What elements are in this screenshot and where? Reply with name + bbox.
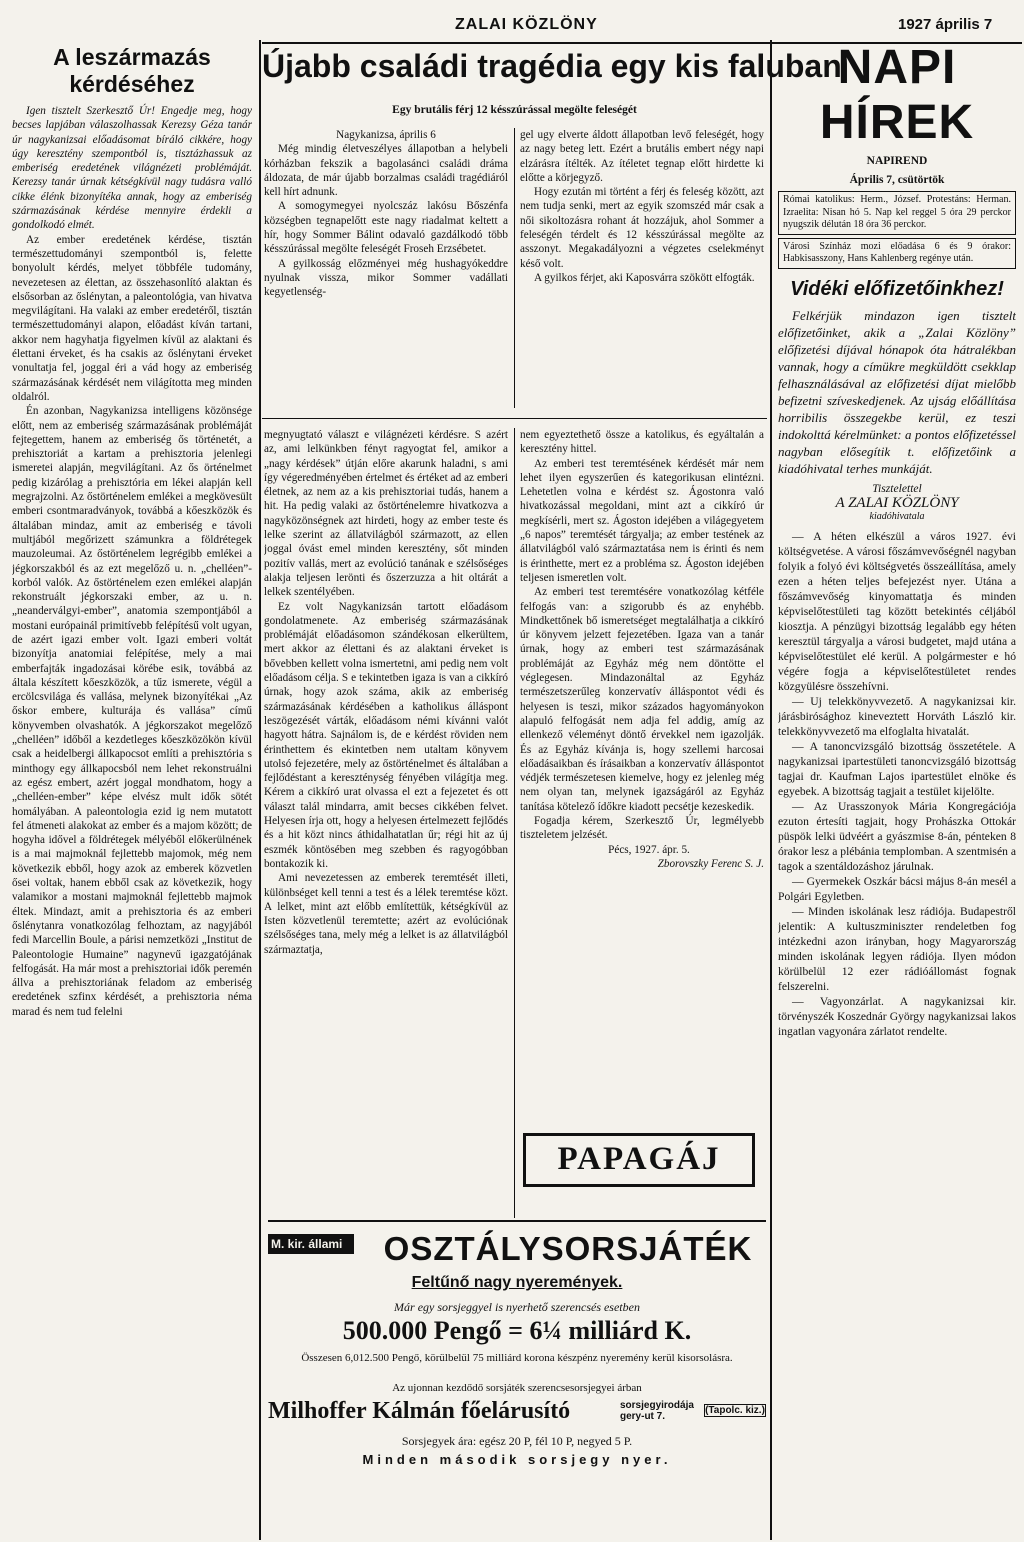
news-item: — Az Urasszonyok Mária Kongregációja ezuton értesíti tagjait, hogy Prohászka Ottokár püspök lelki üdvéért a gyászmise 8-án, pénteken 8 órakor lesz a plébánia templomban. A szentmisén a tagok a szentáldozáshoz járulnak. bbox=[778, 800, 1016, 873]
paragraph: A gyilkosság előzményei még hushagyókeddre nyulnak vissza, mikor Sommer vadállati kegyetlenség- bbox=[264, 257, 508, 299]
article-continued-col-1 bbox=[264, 428, 508, 1213]
calendar-label: NAPIREND bbox=[866, 155, 928, 167]
place-date: Pécs, 1927. ápr. 5. bbox=[608, 843, 690, 856]
ad-firm-tag: (Tapolc. kiz.) bbox=[705, 1405, 765, 1416]
logo-text: PAPAGÁJ bbox=[557, 1141, 721, 1177]
calendar-date: Április 7, csütörtök bbox=[849, 174, 945, 186]
section-rule bbox=[262, 418, 767, 419]
ad-footer: Minden második sorsjegy nyer. bbox=[362, 1452, 672, 1467]
appeal-regards: Tisztelettel bbox=[872, 481, 922, 495]
column-divider bbox=[259, 40, 261, 1540]
ad-firm-side: sorsjegyirodája gery-ut 7. bbox=[620, 1400, 694, 1422]
ad-firm: Milhoffer Kálmán főelárusító bbox=[268, 1398, 571, 1424]
issue-date: 1927 április 7 bbox=[898, 16, 993, 33]
dateline: Nagykanizsa, április 6 bbox=[336, 129, 436, 141]
paragraph: Ez volt Nagykanizsán tartott előadásom gondolatmenete. Az emberiség származásának problémáját előadásomon szándékosan elkerültem, mert akkor az élettani és az alaktani érveket is bővebben kellett volna ismertetni, ami pedig nem volt előadásom célja. S e tekintetben igaza is van a cikkíró úrnak, hogy azok száma, akik az emberiség származásának kérdésében a katholikus álláspont leszögezését várták, előadásom némi kívánni valót hagyott hátra. Sajnálom is, de e kérdést röviden nem érinthettem és ekintetben nem utaltam könyvem utolsó fejezetére, mely az őstörténelmet és általában a fejlődéstant a kereszténység fényében világítja meg. Kérem a cikkíró urat olvassa el ezt a fejezetet és ott választ talál mindarra, amit becses cikkében felvet. Helyesen írja ott, hogy a helyesen értelmezett fejlődés és a hit közt nincs áthidalhatatlan űr; régi hit az új eszmék köntösében meg szebben és ragyogóbban bontakozik ki. bbox=[264, 600, 508, 870]
ad-prices: Sorsjegyek ára: egész 20 P, fél 10 P, negyed 5 P. bbox=[401, 1434, 633, 1448]
paragraph: Fogadja kérem, Szerkesztő Úr, legmélyebb tiszteletem jelzését. bbox=[520, 815, 764, 842]
calendar-box: Római katolikus: Herm., József. Protestáns: Herman. Izraelita: Nisan hó 5. Nap kel reggel 5 óra 29 perckor nyugszik délután 18 óra 36 perckor. bbox=[778, 191, 1016, 235]
article-continued-col-2 bbox=[520, 428, 764, 1118]
paragraph: nem egyeztethető össze a katolikus, és egyáltalán a keresztény hittel. bbox=[520, 429, 764, 456]
ad-tag: M. kir. állami bbox=[268, 1234, 354, 1254]
news-item: — Uj telekkönyvvezető. A nagykanizsai kir. járásbirósághoz kineveztett Horváth László kir. telekkönyvvezető ma elfoglalta hivatalát. bbox=[778, 695, 1016, 738]
story-col-2 bbox=[520, 128, 764, 413]
ad-title: OSZTÁLYSORSJÁTÉK bbox=[383, 1230, 753, 1267]
paragraph: Még mindig életveszélyes állapotban a helybeli kórházban fekszik a bagolasánci családi dráma áldozata, de már újabb borzalmas családi tragédiáról kell hírt adnunk. bbox=[264, 143, 508, 199]
news-item: — A tanoncvizsgáló bizottság összetétele. A nagykanizsai ipartestületi tanoncvizsgáló bizottság tagjai dr. Kaufman Lajos ipartestület elnöke és egyebek. A bizottság tagjait a testület kijelölte. bbox=[778, 740, 1016, 798]
paragraph: Az emberi test teremtésére vonatkozólag kétféle felfogás van: a szigorubb és az enyhébb. Mindkettőnek bő ismeretséget megtalálhatja a cikkíró úr könyvem jelzett fejezetében. Igaza van a tanár úrnak, hogy az emberi test származásának problémáját az Egyház még nem döntötte el véglegesen. Mindazonáltal az Egyház természetszerűleg konzervatív álláspontot védi és helyesen is teszi, mikor százados hagyományokon alapuló felfogását nem adja fel addig, amíg az ellenkező véleményt döntő érvekkel nem igazolják. És az Egyház kívánja is, hogy szellemi harcosai előadásaikban és írásaikban a konzervatív álláspontot védjék természetesen kiemelve, hogy ez jelenleg még nem olyan tan, melynek igazságáról az Egyház tanítása kötelező ídőkre kiadott pecsétje kezeskedik. bbox=[520, 586, 764, 813]
papagaj-logo bbox=[523, 1133, 755, 1187]
news-column bbox=[778, 40, 1016, 1535]
paragraph: Igen tisztelt Szerkesztő Úr! Engedje meg, hogy becses lapjában válaszolhassak Kerezsy Géza tanár úr nagykanizsai előadásomat bíráló cikkére, hogy úgy keresztény szempontból is, tisztázhassuk az emberiség eredetének világnézeti problémáját. Kerezsy tanár úrnak kétségkívül nagy tudásra valló cikke élénk bizonyítéka annak, hogy az emberiség származásának kérdése mennyire érdekli a gondolkodó elmét. bbox=[12, 105, 252, 232]
news-item: — Minden iskolának lesz rádiója. Budapestről jelentik: A kultuszminiszter rendeletben fog intézkedni azon irányban, hogy Magyarország minden iskolának legyen rádiója. Ilyen módon körülbelül 12 ezer rádióállomást fognak felszerelni. bbox=[778, 905, 1016, 993]
paragraph: Én azonban, Nagykanizsa intelligens közönsége előtt, nem az emberiség származásának problémáját fejtegettem, hanem az emberiség ős történetét, a prehisztoriát a kartam a prehisztoria jelenlegi ismeretei alapján, megvilágítani. Az ős örténelmet pedig kizárólag a prehisztória em lékei alapján kell megrajzolni. Az őstörténelem emlékei a megkövesült emberi csontmaradványok, továbbá a kőeszközök és általában mindaz, amit az emberiség e távoli multjából megőrizett számunkra a földrétegek mauzoleumai. Az őstörténelem legrégibb emlékei a jégkorszakból és az ezt megelőző u. n. „chelléen”-korból valók. Az őstörténelem ezen emlékei alapján rekonstruált jégkorszaki ember, az u. n. „neanderválgyi-ember”, anatomia szempontjából a mostani európainál primitívebb felépítésű volt ugyan, de azért igazi ember volt. Igazi emberi voltát bizonyítja anatomiai felépítése, mely a mai emberfajták ingadozásai körébe esik, továbbá az általa készített kőeszközök, a tűz ismerete, végül a ercölcsvilága és vallása, melynek bizonyítékai „Az őskor embere, kulturája és vallása” című könyvemben olvashatók. A jégkorszakot megelőző „chelléen” időből a kezdetleges kőeszközökön kívül csak a heidelbergi állkapocsot említi a prehisztória s minthogy egy állkapocsból nem lehet rekonstruálni az egész embert, azért joggal mondhatom, hogy a „chelléen-ember” képe elvész mult idők sötét homályában. A paleontologia ezid ig nem mutatott fel átmeneti alakokat az ember és a majom között; de hogyha idővel a földrétegek mélyéből előkerülnének is a mai majmoknál fejlettebb majomok, még nem következik ebből, hogy azok az emberek közvetlen ősei voltak, hanem ebből csak az következik, hogy valamikor a mostani majmoknál fejlettebb majmok éltek. Mindazt, amit a prehisztoria és az emberi őslénytanra vonatkozólag felhoztam, az nagyjából fedi Marcellin Boule, a párisi nemzetközi „Institut de Paleontologie Humaine” nagynevű igazgatójának felfogását. Ha már most a prehisztoriai idők peremén állva a prehisztoriának feladom az emberiség eredetének szfinx kérdését, a prehisztoria néma marad és nem tud felelni bbox=[12, 405, 252, 1018]
lottery-advertisement bbox=[268, 1220, 766, 1542]
page-header bbox=[0, 8, 1024, 38]
news-item: — A héten elkészül a város 1927. évi költségvetése. A városi főszámvevőségnél nagyban folyik a folyó évi költségvetés összeállítása, amely ezen a héten teljes befejezést nyer. Utána a főszámvevőség kinyomattatja és minden képviselőtestületi tag között betekintés céljából kiosztja. A pénzügyi bizottság legalább egy héten keresztül tárgyalja a városi budgetet, majd utána a képviselőtestület elé kerül. A polgármester e hó végére fogja a képviselőtestületet rendes közgyülésre összehívni. bbox=[778, 530, 1016, 693]
ad-amount: 500.000 Pengő = 6¼ milliárd K. bbox=[342, 1316, 692, 1345]
signature: Zborovszky Ferenc S. J. bbox=[657, 857, 764, 870]
appeal-sig-2: kiadóhivatala bbox=[869, 510, 925, 522]
column-divider bbox=[514, 128, 515, 408]
column-divider bbox=[770, 40, 772, 1540]
ad-banner: Feltűnő nagy nyeremények. bbox=[411, 1274, 623, 1291]
column-divider bbox=[514, 428, 515, 1218]
article-left-title: A leszármazás kérdéséhez bbox=[53, 44, 211, 97]
ad-line: Már egy sorsjeggyel is nyerhető szerencsés esetben bbox=[394, 1300, 640, 1314]
paragraph: A somogymegyei nyolcszáz lakósu Bőszénfa községben tegnapelőtt este nagy riadalmat keltett a hír, hogy Sommer Bálint odavaló gazdálkodó több késszúrással megölte feleségét Froseh Erzsébetet. bbox=[264, 200, 508, 256]
paragraph: Az emberi test teremtésének kérdését már nem lehet ilyen egyszerűen és kategorikusan elintézni. Lehetetlen volna e kérdést sz. Ágostonra való hivatkozással megoldani, mint azt a cikkíró úr megkísérli, mert sz. Ágoston idejében a világegyetem „6 napos” teremtését tárgyalja; az ember testének az állatvilágból való származtatása nem is érinti és nem is érinthette, mert ez a probléma sz. Ágoston idejében teljesen ismeretlen volt. bbox=[520, 457, 764, 584]
news-section-title: NAPI HÍREK bbox=[819, 41, 975, 149]
story-col-1 bbox=[264, 128, 508, 413]
paragraph: gel ugy elverte áldott állapotban levő feleségét, hogy az nagy beteg lett. Ezért a brutális embert négy napi elzárásra ítélték. Az ítéletet tegnap előtt hirdette ki előtte a körjegyző. bbox=[520, 129, 764, 184]
appeal-title: Vidéki előfizetőinkhez! bbox=[790, 277, 1004, 300]
news-item: — Vagyonzárlat. A nagykanizsai kir. törvényszék Koszednár György nagykanizsai lakos ingatlan vagyonára zárlatot rendelte. bbox=[778, 995, 1016, 1038]
paragraph: Hogy ezután mi történt a férj és feleség között, azt nem tudja senki, mert az egyik szomszéd már csak a női sikoltozásra rohant át hozzájuk, ahol Sommer a feleségén térdelt és 12 késszúrással megölte az asszonyt. Megakadályozni a végzetes cselekményt késő volt. bbox=[520, 186, 764, 270]
article-left bbox=[12, 44, 252, 1534]
appeal-text: Felkérjük mindazon igen tisztelt előfizetőinket, akik a „Zalai Közlöny” előfizetési díjával hónapok óta hátralékban vannak, hogy a címükre megküldött csekklap felhasználásával az előfizetési díjat mielőbb befizetni szíveskedjenek. Az ujság előállítása horribilis összegekbe kerül, ez teszi indokolttá kérelmünket: a pontos előfizetéssel nagyban elősegítik t. előfizetőink a kiadóhivatal terhes munkáját. bbox=[778, 307, 1016, 476]
news-item: — Gyermekek Oszkár bácsi május 8-án mesél a Polgári Egyletben. bbox=[778, 875, 1016, 903]
theatre-box: Városi Színház mozi előadása 6 és 9 órakor: Habkisasszony, Hans Kahlenberg regénye után. bbox=[778, 238, 1016, 269]
main-subhead: Egy brutális férj 12 késszúrással megölte feleségét bbox=[392, 104, 637, 116]
ad-line: Az ujonnan kezdődő sorsjáték szerencsesorsjegyei árban bbox=[392, 1382, 642, 1394]
paragraph: megnyugtató választ e világnézeti kérdésre. S azért az, ami lelkünkben fényt ragyogtat fel, amikor a „nagy kérdések” útján előre akarunk haladni, s ami így végeredményében értelmet és értéket ad az emberi életnek, az nem az a kis prehisztoriai tudás, hanem a hit. Ha pedig valaki az őstörténelemre hivatkozva a nagyközönségnek azt hirdeti, hogy az ember teste és lelke szerint az állatvilágból származott, az ellen joggal óvást emel minden keresztény, sőt minden pozitív vallás, mert az evolúció tanának e szélsőséges alakja teljesen lerönti és őszerzuzza a hit oltárát a lelkek szentélyében. bbox=[264, 429, 508, 599]
newspaper-name: ZALAI KÖZLÖNY bbox=[455, 16, 598, 33]
appeal-sig: A ZALAI KÖZLÖNY bbox=[835, 494, 959, 511]
ad-line: Összesen 6,012.500 Pengő, körülbelül 75 milliárd korona készpénz nyeremény kerül kisorsolásra. bbox=[301, 1352, 733, 1364]
main-headline: Újabb családi tragédia egy kis faluban bbox=[262, 48, 842, 84]
paragraph: Ami nevezetessen az emberek teremtését illeti, különbséget kell tenni a test és a lélek teremtése közt. A lelket, mint azt előbb említettük, kétségkívül az Isten közvetlenül teremtette; azért az evolúciónak szélsőséges tana, mely még a lelket is az állatvilágból származtatja, bbox=[264, 872, 508, 956]
paragraph: A gyilkos férjet, aki Kaposvárra szökött elfogták. bbox=[534, 271, 755, 284]
paragraph: Az ember eredetének kérdése, tisztán természettudományi szempontból is, felette bonyolult kérdés, melyet többféle tudomány, nevezetesen az élettan, az összehasonlító alaktan és elsősorban az őslénytan, a paleontológia, van hivatva megvilágítani. Ha valaki az ember eredetéről, tisztán természettudományi alapon, előadást kíván tartani, akkor nem hagyhatja figyelmen kívül az alaktani és élettani érveket, és ha csakis az őslénytani érveket vonultatja fel, joggal éri a vád hogy az emberiség származásának kérdését nem világította meg minden oldalról. bbox=[12, 233, 252, 403]
